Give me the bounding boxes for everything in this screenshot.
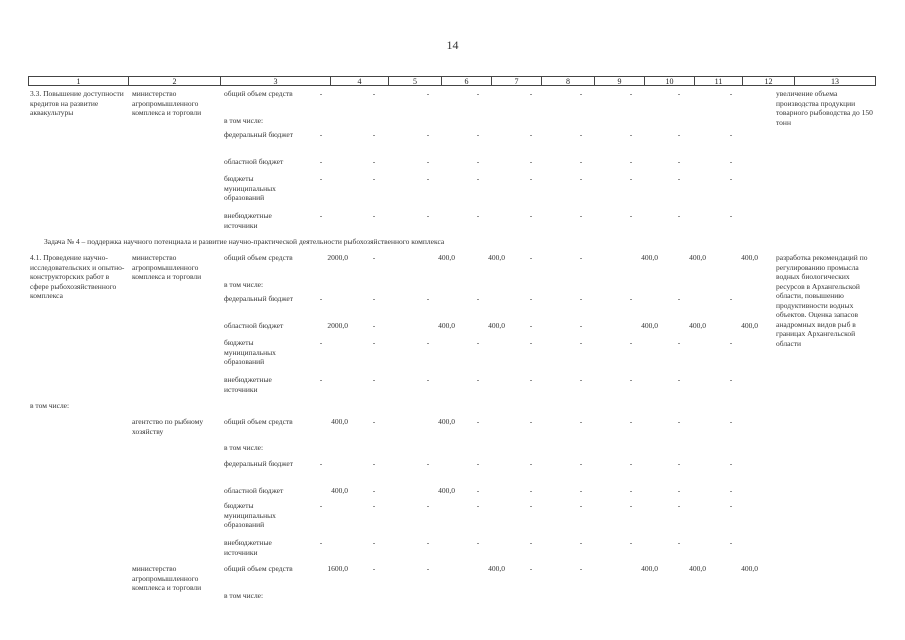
empty-value-dash: - bbox=[629, 375, 633, 384]
empty-value-dash: - bbox=[529, 486, 533, 495]
empty-value-dash: - bbox=[579, 89, 583, 98]
empty-value-dash: - bbox=[372, 253, 376, 262]
empty-value-dash: - bbox=[529, 157, 533, 166]
executor: агентство по рыбному хозяйству bbox=[132, 417, 204, 436]
column-number: 13 bbox=[831, 77, 839, 86]
empty-value-dash: - bbox=[372, 157, 376, 166]
empty-value-dash: - bbox=[579, 486, 583, 495]
empty-value-dash: - bbox=[579, 501, 583, 510]
empty-value-dash: - bbox=[529, 89, 533, 98]
empty-value-dash: - bbox=[372, 538, 376, 547]
empty-value-dash: - bbox=[529, 375, 533, 384]
empty-value-dash: - bbox=[476, 174, 480, 183]
empty-value-dash: - bbox=[729, 157, 733, 166]
empty-value-dash: - bbox=[677, 417, 681, 426]
empty-value-dash: - bbox=[426, 564, 430, 573]
empty-value-dash: - bbox=[629, 338, 633, 347]
funding-row-label: общий объем средств bbox=[224, 417, 293, 426]
funding-value: 400,0 bbox=[741, 253, 758, 262]
empty-value-dash: - bbox=[677, 157, 681, 166]
funding-value: 2000,0 bbox=[327, 253, 348, 262]
empty-value-dash: - bbox=[729, 174, 733, 183]
empty-value-dash: - bbox=[729, 130, 733, 139]
table-header-row bbox=[28, 76, 876, 86]
executor: министерство агропромышленного комплекса и торговли bbox=[132, 89, 202, 117]
empty-value-dash: - bbox=[372, 486, 376, 495]
empty-value-dash: - bbox=[319, 211, 323, 220]
empty-value-dash: - bbox=[677, 294, 681, 303]
empty-value-dash: - bbox=[677, 174, 681, 183]
empty-value-dash: - bbox=[319, 157, 323, 166]
executor: министерство агропромышленного комплекса и торговли bbox=[132, 253, 202, 281]
empty-value-dash: - bbox=[426, 130, 430, 139]
column-number: 9 bbox=[595, 77, 645, 85]
empty-value-dash: - bbox=[529, 459, 533, 468]
funding-value: 400,0 bbox=[689, 564, 706, 573]
empty-value-dash: - bbox=[629, 501, 633, 510]
empty-value-dash: - bbox=[579, 538, 583, 547]
funding-value: 2000,0 bbox=[327, 321, 348, 330]
empty-value-dash: - bbox=[579, 564, 583, 573]
funding-value: 400,0 bbox=[689, 253, 706, 262]
empty-value-dash: - bbox=[476, 294, 480, 303]
funding-row-label: федеральный бюджет bbox=[224, 459, 294, 468]
empty-value-dash: - bbox=[677, 375, 681, 384]
funding-value: 400,0 bbox=[488, 564, 505, 573]
empty-value-dash: - bbox=[579, 459, 583, 468]
empty-value-dash: - bbox=[372, 501, 376, 510]
empty-value-dash: - bbox=[476, 538, 480, 547]
empty-value-dash: - bbox=[729, 89, 733, 98]
column-number: 3 bbox=[221, 77, 331, 85]
empty-value-dash: - bbox=[476, 338, 480, 347]
empty-value-dash: - bbox=[476, 486, 480, 495]
funding-value: 400,0 bbox=[741, 321, 758, 330]
empty-value-dash: - bbox=[677, 486, 681, 495]
empty-value-dash: - bbox=[629, 459, 633, 468]
empty-value-dash: - bbox=[476, 130, 480, 139]
empty-value-dash: - bbox=[729, 486, 733, 495]
empty-value-dash: - bbox=[372, 417, 376, 426]
empty-value-dash: - bbox=[476, 375, 480, 384]
funding-row-label: бюджеты муниципальных образований bbox=[224, 501, 276, 529]
empty-value-dash: - bbox=[529, 294, 533, 303]
empty-value-dash: - bbox=[579, 130, 583, 139]
empty-value-dash: - bbox=[426, 375, 430, 384]
empty-value-dash: - bbox=[579, 174, 583, 183]
executor: министерство агропромышленного комплекса и торговли bbox=[132, 564, 202, 592]
empty-value-dash: - bbox=[372, 375, 376, 384]
funding-row-label: в том числе: bbox=[224, 443, 264, 452]
empty-value-dash: - bbox=[372, 459, 376, 468]
empty-value-dash: - bbox=[677, 89, 681, 98]
empty-value-dash: - bbox=[319, 538, 323, 547]
empty-value-dash: - bbox=[629, 89, 633, 98]
empty-value-dash: - bbox=[372, 564, 376, 573]
empty-value-dash: - bbox=[426, 338, 430, 347]
empty-value-dash: - bbox=[529, 338, 533, 347]
empty-value-dash: - bbox=[729, 294, 733, 303]
empty-value-dash: - bbox=[372, 294, 376, 303]
empty-value-dash: - bbox=[372, 321, 376, 330]
empty-value-dash: - bbox=[677, 459, 681, 468]
empty-value-dash: - bbox=[319, 501, 323, 510]
empty-value-dash: - bbox=[529, 321, 533, 330]
in-that-number-label: в том числе: bbox=[30, 401, 70, 410]
funding-value: 400,0 bbox=[741, 564, 758, 573]
activity-name: 4.1. Проведение научно-исследовательских и опытно-конструкторских работ в сфере рыбохозяйственного комплекса bbox=[30, 253, 125, 300]
expected-result: увеличение объема производства продукции товарного рыбоводства до 150 тонн bbox=[776, 89, 873, 127]
empty-value-dash: - bbox=[729, 211, 733, 220]
empty-value-dash: - bbox=[529, 538, 533, 547]
empty-value-dash: - bbox=[579, 417, 583, 426]
funding-value: 400,0 bbox=[641, 564, 658, 573]
empty-value-dash: - bbox=[426, 294, 430, 303]
column-number: 7 bbox=[492, 77, 542, 85]
empty-value-dash: - bbox=[677, 211, 681, 220]
empty-value-dash: - bbox=[629, 486, 633, 495]
empty-value-dash: - bbox=[426, 89, 430, 98]
funding-row-label: внебюджетные источники bbox=[224, 538, 272, 557]
funding-row-label: федеральный бюджет bbox=[224, 294, 294, 303]
funding-value: 400,0 bbox=[488, 253, 505, 262]
funding-value: 1600,0 bbox=[327, 564, 348, 573]
empty-value-dash: - bbox=[476, 211, 480, 220]
empty-value-dash: - bbox=[729, 338, 733, 347]
funding-row-label: общий объем средств bbox=[224, 89, 293, 98]
empty-value-dash: - bbox=[529, 417, 533, 426]
empty-value-dash: - bbox=[372, 338, 376, 347]
empty-value-dash: - bbox=[372, 211, 376, 220]
column-number: 8 bbox=[542, 77, 595, 85]
empty-value-dash: - bbox=[426, 211, 430, 220]
empty-value-dash: - bbox=[629, 157, 633, 166]
funding-row-label: общий объем средств bbox=[224, 564, 293, 573]
funding-row-label: общий объем средств bbox=[224, 253, 293, 262]
funding-row-label: бюджеты муниципальных образований bbox=[224, 338, 276, 366]
empty-value-dash: - bbox=[529, 501, 533, 510]
empty-value-dash: - bbox=[426, 501, 430, 510]
empty-value-dash: - bbox=[729, 417, 733, 426]
funding-value: 400,0 bbox=[689, 321, 706, 330]
empty-value-dash: - bbox=[579, 294, 583, 303]
column-number: 10 bbox=[645, 77, 695, 85]
funding-value: 400,0 bbox=[641, 253, 658, 262]
funding-value: 400,0 bbox=[438, 417, 455, 426]
empty-value-dash: - bbox=[729, 501, 733, 510]
empty-value-dash: - bbox=[476, 157, 480, 166]
empty-value-dash: - bbox=[476, 89, 480, 98]
empty-value-dash: - bbox=[426, 174, 430, 183]
empty-value-dash: - bbox=[579, 375, 583, 384]
empty-value-dash: - bbox=[579, 211, 583, 220]
empty-value-dash: - bbox=[629, 174, 633, 183]
empty-value-dash: - bbox=[629, 417, 633, 426]
column-number: 5 bbox=[389, 77, 442, 85]
empty-value-dash: - bbox=[372, 174, 376, 183]
empty-value-dash: - bbox=[319, 338, 323, 347]
column-number: 11 bbox=[695, 77, 743, 85]
activity-name: 3.3. Повышение доступности кредитов на развитие аквакультуры bbox=[30, 89, 124, 117]
empty-value-dash: - bbox=[319, 89, 323, 98]
empty-value-dash: - bbox=[579, 253, 583, 262]
empty-value-dash: - bbox=[629, 294, 633, 303]
funding-value: 400,0 bbox=[488, 321, 505, 330]
empty-value-dash: - bbox=[629, 130, 633, 139]
empty-value-dash: - bbox=[579, 338, 583, 347]
funding-value: 400,0 bbox=[331, 417, 348, 426]
empty-value-dash: - bbox=[319, 459, 323, 468]
column-number: 6 bbox=[442, 77, 492, 85]
empty-value-dash: - bbox=[677, 338, 681, 347]
empty-value-dash: - bbox=[529, 211, 533, 220]
funding-row-label: областной бюджет bbox=[224, 157, 284, 166]
funding-row-label: внебюджетные источники bbox=[224, 211, 272, 230]
funding-row-label: федеральный бюджет bbox=[224, 130, 294, 139]
empty-value-dash: - bbox=[579, 157, 583, 166]
column-number: 2 bbox=[129, 77, 221, 85]
empty-value-dash: - bbox=[729, 375, 733, 384]
empty-value-dash: - bbox=[426, 459, 430, 468]
empty-value-dash: - bbox=[372, 130, 376, 139]
empty-value-dash: - bbox=[476, 459, 480, 468]
funding-value: 400,0 bbox=[438, 253, 455, 262]
empty-value-dash: - bbox=[629, 211, 633, 220]
empty-value-dash: - bbox=[476, 417, 480, 426]
funding-row-label: в том числе: bbox=[224, 280, 264, 289]
column-number: 12 bbox=[743, 77, 795, 85]
empty-value-dash: - bbox=[629, 538, 633, 547]
empty-value-dash: - bbox=[677, 501, 681, 510]
empty-value-dash: - bbox=[476, 501, 480, 510]
column-number: 1 bbox=[29, 77, 129, 85]
empty-value-dash: - bbox=[677, 130, 681, 139]
funding-value: 400,0 bbox=[641, 321, 658, 330]
empty-value-dash: - bbox=[426, 157, 430, 166]
empty-value-dash: - bbox=[579, 321, 583, 330]
empty-value-dash: - bbox=[319, 130, 323, 139]
empty-value-dash: - bbox=[426, 538, 430, 547]
funding-row-label: в том числе: bbox=[224, 591, 264, 600]
empty-value-dash: - bbox=[319, 174, 323, 183]
expected-result: разработка рекомендаций по регулированию промысла водных биологических ресурсов в Архангельской области, повышению продуктивности водных объектов. Оценка запасов анадромных видов рыб в границах Архангельской области bbox=[776, 253, 868, 348]
funding-row-label: внебюджетные источники bbox=[224, 375, 272, 394]
funding-value: 400,0 bbox=[438, 486, 455, 495]
funding-value: 400,0 bbox=[331, 486, 348, 495]
empty-value-dash: - bbox=[677, 538, 681, 547]
empty-value-dash: - bbox=[729, 459, 733, 468]
empty-value-dash: - bbox=[319, 294, 323, 303]
empty-value-dash: - bbox=[729, 538, 733, 547]
funding-row-label: в том числе: bbox=[224, 116, 264, 125]
page-number: 14 bbox=[446, 38, 459, 52]
task-heading: Задача № 4 – поддержка научного потенциала и развитие научно-практической деятельности рыбохозяйственного комплекса bbox=[44, 237, 445, 246]
empty-value-dash: - bbox=[529, 174, 533, 183]
empty-value-dash: - bbox=[319, 375, 323, 384]
empty-value-dash: - bbox=[372, 89, 376, 98]
funding-row-label: областной бюджет bbox=[224, 321, 284, 330]
funding-row-label: областной бюджет bbox=[224, 486, 284, 495]
funding-value: 400,0 bbox=[438, 321, 455, 330]
empty-value-dash: - bbox=[529, 564, 533, 573]
funding-row-label: бюджеты муниципальных образований bbox=[224, 174, 276, 202]
column-number: 4 bbox=[331, 77, 389, 85]
empty-value-dash: - bbox=[529, 130, 533, 139]
empty-value-dash: - bbox=[529, 253, 533, 262]
